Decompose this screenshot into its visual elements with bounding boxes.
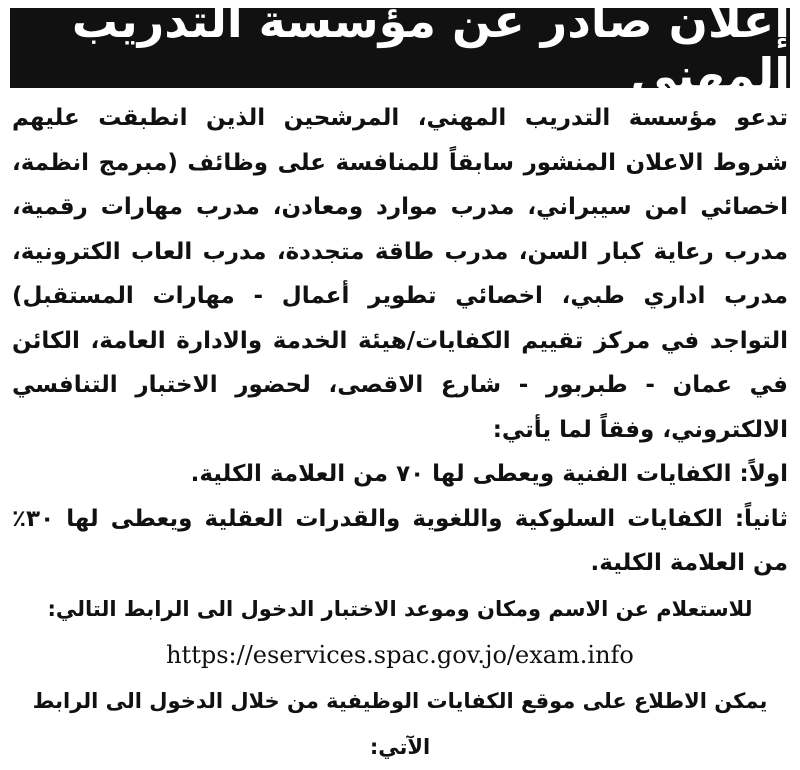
inquiry-label: للاستعلام عن الاسم ومكان وموعد الاختبار الدخول الى الرابط التالي: xyxy=(47,596,753,621)
exam-info-link[interactable]: https://eservices.spac.gov.jo/exam.info xyxy=(166,640,634,669)
competency-label: يمكن الاطلاع على موقع الكفايات الوظيفية من خلال الدخول الى الرابط الآتي: xyxy=(32,688,768,759)
announcement-body xyxy=(12,96,788,759)
announcement-header xyxy=(10,0,790,102)
intro-paragraph: تدعو مؤسسة التدريب المهني، المرشحين الذين انطبقت عليهم شروط الاعلان المنشور سابقاً للمنافسة على وظائف (مبرمج انظمة، اخصائي امن سيبراني، مدرب موارد ومعادن، مدرب مهارات رقمية، مدرب رعاية كبار السن، مدرب طاقة متجددة، مدرب العاب الكترونية، مدرب اداري طبي، اخصائي تطوير أعمال - مهارات المستقبل) التواجد في مركز تقييم الكفايات/هيئة الخدمة والادارة العامة، الكائن في عمان - طبربور - شارع الاقصى، لحضور الاختبار التنافسي الالكتروني، وفقاً لما يأتي: xyxy=(12,105,788,443)
criterion-second: ثانياً: الكفايات السلوكية واللغوية والقدرات العقلية ويعطى لها ٣٠٪ من العلامة الكلية. xyxy=(12,505,788,576)
criterion-first: اولاً: الكفايات الفنية ويعطى لها ٧٠ من العلامة الكلية. xyxy=(190,461,788,487)
announcement-title: إعلان صادر عن مؤسسة التدريب المهني xyxy=(71,0,790,102)
